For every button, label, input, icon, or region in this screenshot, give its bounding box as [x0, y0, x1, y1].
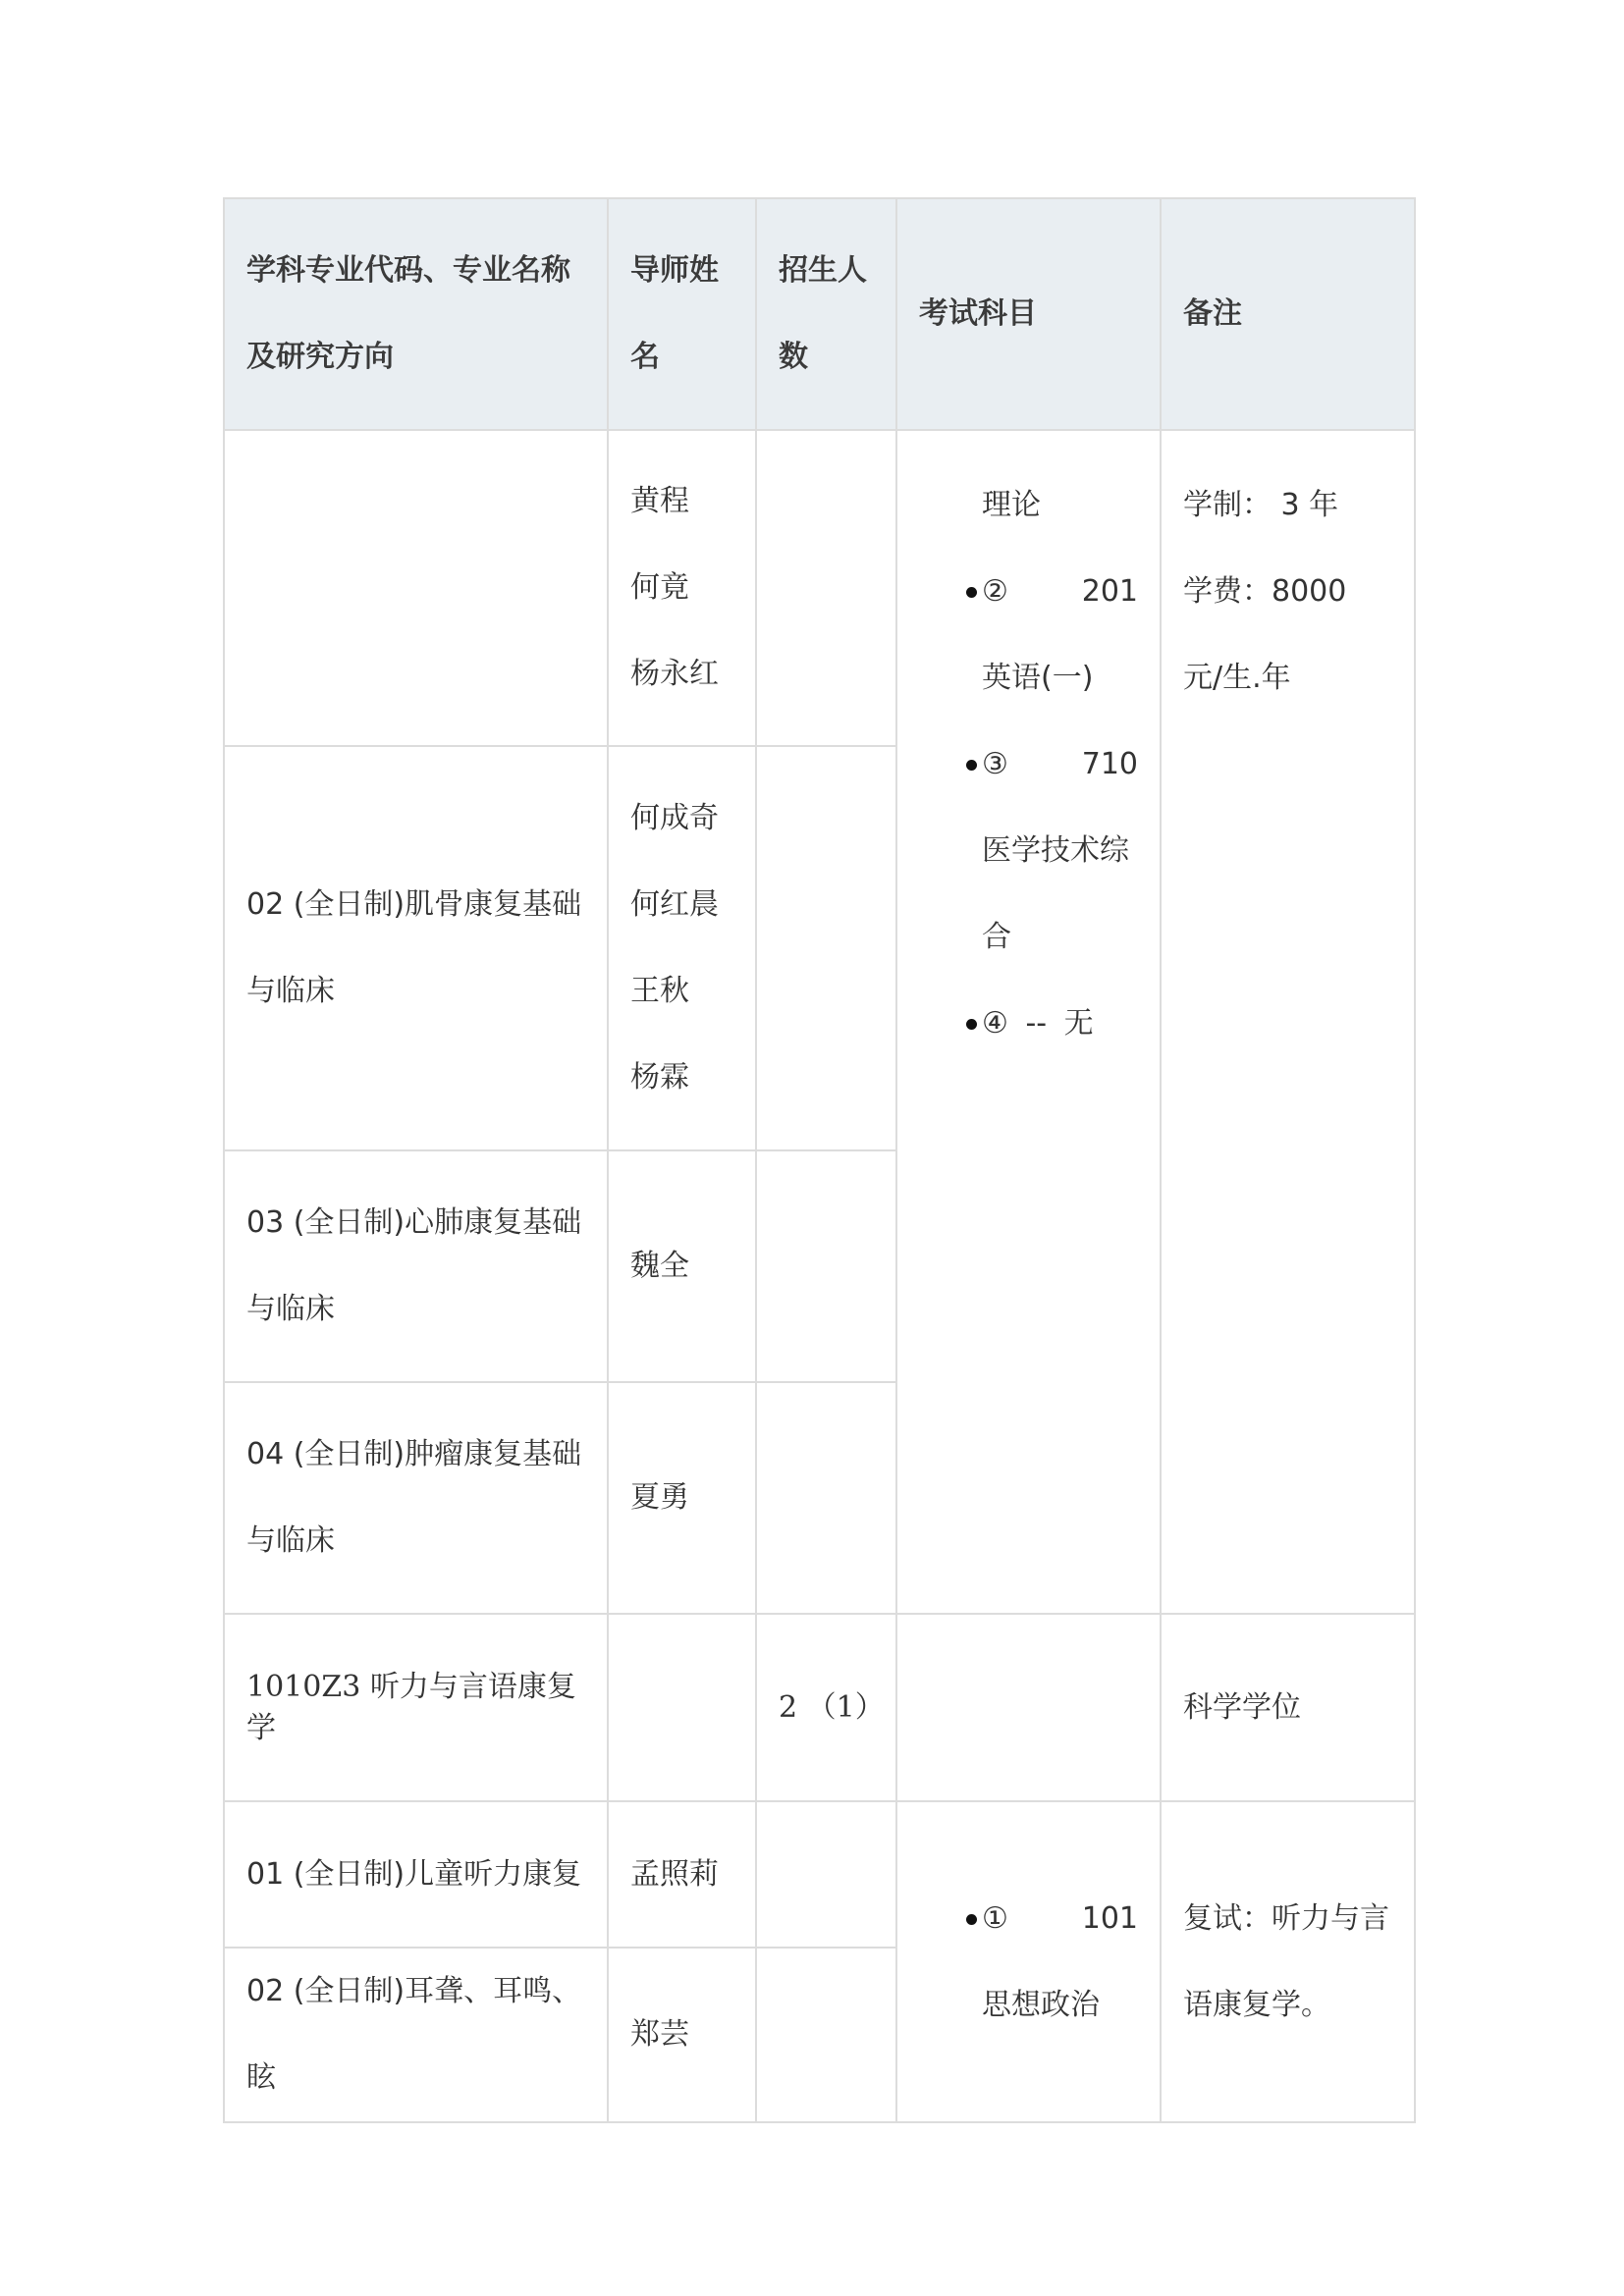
quota-cell — [756, 430, 896, 746]
advisor-name: 杨永红 — [630, 657, 719, 691]
bullet-icon — [966, 1914, 977, 1925]
advisor-cell: 孟照莉 — [608, 1801, 756, 1948]
advisor-name: 何红晨 — [630, 887, 719, 922]
direction-cell: 01 (全日制)儿童听力康复 — [224, 1801, 608, 1948]
quota-cell — [756, 1150, 896, 1382]
quota-cell — [756, 746, 896, 1150]
advisor-name: 夏勇 — [630, 1480, 689, 1515]
direction-cell: 02 (全日制)肌骨康复基础与临床 — [224, 746, 608, 1150]
advisor-name: 杨霖 — [630, 1060, 689, 1095]
exam-subject-list — [919, 462, 1138, 1067]
direction-cell: 03 (全日制)心肺康复基础与临床 — [224, 1150, 608, 1382]
exam-subject-list — [919, 1876, 1138, 2049]
header-advisor: 导师姓名 — [608, 198, 756, 430]
bullet-icon — [966, 760, 977, 771]
advisor-cell — [608, 1382, 756, 1614]
table-row — [224, 430, 1415, 746]
exam-cell — [896, 1801, 1161, 2122]
direction-cell — [224, 430, 608, 746]
bullet-icon — [966, 587, 977, 598]
bullet-icon — [966, 1019, 977, 1030]
header-remarks: 备注 — [1161, 198, 1415, 430]
exam-subject-item: ① 101 思想政治 — [919, 1876, 1138, 2049]
enrollment-table — [223, 197, 1416, 2123]
degree-type: 科学学位 — [1161, 1614, 1415, 1801]
header-row — [224, 198, 1415, 430]
exam-subject-lead: 理论 — [982, 488, 1041, 522]
exam-subject-item: ③ 710 医学技术综合 — [919, 721, 1138, 981]
advisor-name: 魏全 — [630, 1249, 689, 1283]
advisor-name: 王秋 — [630, 974, 689, 1008]
remarks-cell: 复试：听力与言语康复学。 — [1161, 1801, 1415, 2122]
exam-cell — [896, 1614, 1161, 1801]
remark-tuition: 学费：8000 元/生.年 — [1183, 574, 1347, 695]
exam-subject-item: ④ -- 无 — [919, 981, 1138, 1067]
header-exam: 考试科目 — [896, 198, 1161, 430]
major-row — [224, 1614, 1415, 1801]
exam-subject-item: ② 201 英语(一) — [919, 549, 1138, 721]
direction-cell: 02 (全日制)耳聋、耳鸣、眩 — [224, 1948, 608, 2122]
quota-cell — [756, 1382, 896, 1614]
major-code-name: 1010Z3 听力与言语康复学 — [224, 1614, 608, 1801]
advisor-cell — [608, 430, 756, 746]
advisor-cell — [608, 1614, 756, 1801]
remarks-cell — [1161, 430, 1415, 1614]
header-direction: 学科专业代码、专业名称及研究方向 — [224, 198, 608, 430]
remark-duration: 学制： 3 年 — [1183, 488, 1339, 522]
advisor-cell — [608, 746, 756, 1150]
advisor-cell — [608, 1150, 756, 1382]
quota-cell — [756, 1948, 896, 2122]
table-row — [224, 1801, 1415, 1948]
quota-cell — [756, 1801, 896, 1948]
quota-cell: 2 （1） — [756, 1614, 896, 1801]
header-quota: 招生人数 — [756, 198, 896, 430]
advisor-name: 何竟 — [630, 570, 689, 605]
advisor-name: 何成奇 — [630, 801, 719, 835]
advisor-name: 黄程 — [630, 484, 689, 518]
direction-cell: 04 (全日制)肿瘤康复基础与临床 — [224, 1382, 608, 1614]
advisor-cell: 郑芸 — [608, 1948, 756, 2122]
exam-cell — [896, 430, 1161, 1614]
